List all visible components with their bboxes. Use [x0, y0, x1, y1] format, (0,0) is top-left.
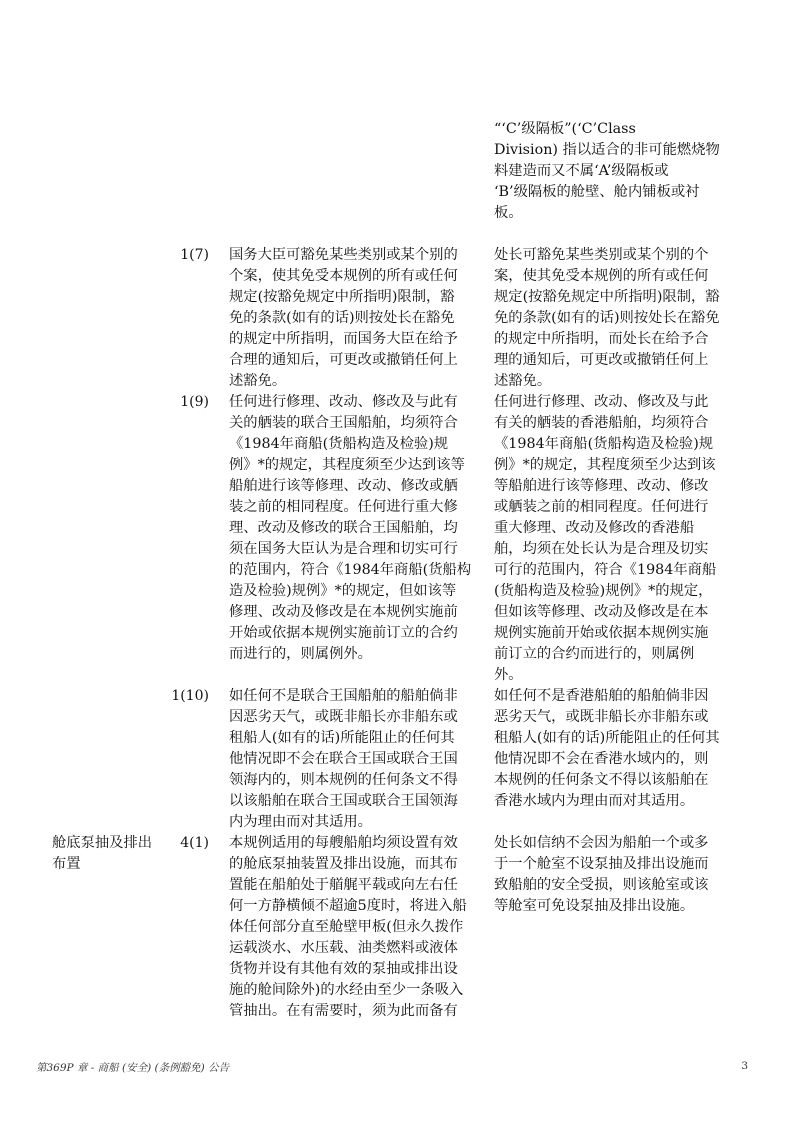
- text-line: (货船构造及检验)规例》*的规定，: [494, 583, 713, 599]
- text-line: 须在国务大臣认为是合理和切实可行: [229, 541, 458, 557]
- text-line: 内为理由而对其适用。: [229, 814, 372, 830]
- text-line: 规定(按豁免规定中所指明)限制，豁: [229, 289, 455, 305]
- text-line: 合理的通知后，可更改或撤销任何上: [229, 352, 458, 368]
- text-line: 恶劣天气，或既非船长亦非船东或: [494, 709, 709, 725]
- text-line: 造及检验)规例》*的规定，但如该等: [229, 583, 457, 599]
- text-line: 规例实施前开始或依据本规例实施: [494, 625, 709, 641]
- text-line: 述豁免。: [229, 373, 287, 389]
- text-line: 等舱室可免设泵抽及排出设施。: [494, 898, 695, 914]
- text-line: Division) 指以适合的非可能燃烧物: [494, 142, 720, 158]
- text-line: 理、改动及修改的联合王国船舶，均: [229, 520, 458, 536]
- text-line: 任何进行修理、改动、修改及与此有: [229, 394, 458, 410]
- text-line: 置能在船舶处于艏艉平载或向左右任: [229, 877, 458, 893]
- text-line: 于一个舱室不设泵抽及排出设施而: [494, 856, 709, 872]
- text-line: 的舱底泵抽装置及排出设施，而其布: [229, 856, 458, 872]
- uk-text-1-10: [229, 686, 491, 833]
- text-line: “‘C’级隔板”(‘C’Class: [494, 121, 636, 137]
- text-line: 关的舾装的联合王国船舶，均须符合: [229, 415, 458, 431]
- text-line: 或舾装之前的相同程度。任何进行: [494, 499, 709, 515]
- text-line: 体任何部分直至舱壁甲板(但永久拨作: [229, 919, 464, 935]
- hk-text-1-7: [494, 245, 756, 392]
- text-line: 本规例适用的每艘船舶均须设置有效: [229, 835, 458, 851]
- text-line: 舶，均须在处长认为是合理及切实: [494, 541, 709, 557]
- text-line: 述豁免。: [494, 373, 552, 389]
- text-line: 开始或依据本规例实施前订立的合约: [229, 625, 458, 641]
- text-line: 他情况即不会在香港水域内的，则: [494, 751, 709, 767]
- text-line: 货物并设有其他有效的泵抽或排出设: [229, 961, 458, 977]
- footer-chapter: 第369P 章 - 商船 (安全) (条例豁免) 公告: [36, 1062, 230, 1074]
- text-line: 运载淡水、水压载、油类燃料或液体: [229, 940, 458, 956]
- text-line: 致船舶的安全受损，则该舱室或该: [494, 877, 709, 893]
- text-line: 如任何不是香港船舶的船舶倘非因: [494, 688, 709, 704]
- uk-text-1-9: [229, 392, 491, 665]
- text-line: 有关的舾装的香港船舶，均须符合: [494, 415, 709, 431]
- text-line: 但如该等修理、改动及修改是在本: [494, 604, 709, 620]
- heading-line: 布置: [52, 856, 81, 872]
- text-line: 处长如信纳不会因为船舶一个或多: [494, 835, 709, 851]
- text-line: 修理、改动及修改是在本规例实施前: [229, 604, 458, 620]
- text-line: 如任何不是联合王国船舶的船舶倘非: [229, 688, 458, 704]
- c-class-definition: [494, 119, 756, 224]
- text-line: 外。: [494, 667, 523, 683]
- text-line: 板。: [494, 205, 523, 221]
- text-line: 香港水域内为理由而对其适用。: [494, 793, 695, 809]
- text-line: 的规定中所指明，而处长在给予合: [494, 331, 709, 347]
- text-line: 可行的范围内，符合《1984年商船: [494, 562, 717, 578]
- text-line: 规定(按豁免规定中所指明)限制，豁: [494, 289, 720, 305]
- text-line: 租船人(如有的话)所能阻止的任何其: [494, 730, 720, 746]
- section-number: 1(10): [171, 688, 209, 704]
- text-line: ‘B’级隔板的舱壁、舱内铺板或衬: [494, 184, 700, 200]
- text-line: 以该船舶在联合王国或联合王国领海: [229, 793, 458, 809]
- text-line: 他情况即不会在联合王国或联合王国: [229, 751, 458, 767]
- text-line: 租船人(如有的话)所能阻止的任何其: [229, 730, 455, 746]
- text-line: 例》*的规定，其程度须至少达到该: [494, 457, 716, 473]
- section-heading: [52, 833, 172, 875]
- section-number: 4(1): [180, 835, 209, 851]
- text-line: 领海内的，则本规例的任何条文不得: [229, 772, 458, 788]
- text-line: 《1984年商船(货船构造及检验)规: [229, 436, 449, 452]
- text-line: 本规例的任何条文不得以该船舶在: [494, 772, 709, 788]
- text-line: 案，使其免受本规例的所有或任何: [494, 268, 709, 284]
- text-line: 免的条款(如有的话)则按处长在豁免: [494, 310, 720, 326]
- text-line: 施的舱间除外)的水经由至少一条吸入: [229, 982, 464, 998]
- heading-line: 舱底泵抽及排出: [52, 835, 153, 851]
- text-line: 处长可豁免某些类别或某个别的个: [494, 247, 709, 263]
- text-line: 的规定中所指明，而国务大臣在给予: [229, 331, 458, 347]
- section-number: 1(7): [180, 247, 209, 263]
- text-line: 例》*的规定，其程度须至少达到该等: [229, 457, 465, 473]
- page-number: 3: [741, 1060, 748, 1072]
- text-line: 国务大臣可豁免某些类别或某个别的: [229, 247, 458, 263]
- hk-text-1-9: [494, 392, 756, 686]
- section-number: 1(9): [180, 394, 209, 410]
- text-line: 前订立的合约而进行的，则属例: [494, 646, 695, 662]
- text-line: 等船舶进行该等修理、改动、修改: [494, 478, 709, 494]
- text-line: 免的条款(如有的话)则按处长在豁免: [229, 310, 455, 326]
- text-line: 装之前的相同程度。任何进行重大修: [229, 499, 458, 515]
- text-line: 《1984年商船(货船构造及检验)规: [494, 436, 714, 452]
- uk-text-4-1: [229, 833, 491, 1022]
- text-line: 船舶进行该等修理、改动、修改或舾: [229, 478, 458, 494]
- text-line: 个案，使其免受本规例的所有或任何: [229, 268, 458, 284]
- text-line: 管抽出。在有需要时，须为此而备有: [229, 1003, 458, 1019]
- text-line: 理的通知后，可更改或撤销任何上: [494, 352, 709, 368]
- text-line: 因恶劣天气，或既非船长亦非船东或: [229, 709, 458, 725]
- hk-text-1-10: [494, 686, 756, 812]
- text-line: 料建造而又不属‘A’级隔板或: [494, 163, 669, 179]
- text-line: 何一方静横倾不超逾5度时，将进入船: [229, 898, 467, 914]
- text-line: 而进行的，则属例外。: [229, 646, 372, 662]
- text-line: 任何进行修理、改动、修改及与此: [494, 394, 709, 410]
- uk-text-1-7: [229, 245, 491, 392]
- hk-text-4-1: [494, 833, 756, 917]
- text-line: 重大修理、改动及修改的香港船: [494, 520, 695, 536]
- text-line: 的范围内，符合《1984年商船(货船构: [229, 562, 472, 578]
